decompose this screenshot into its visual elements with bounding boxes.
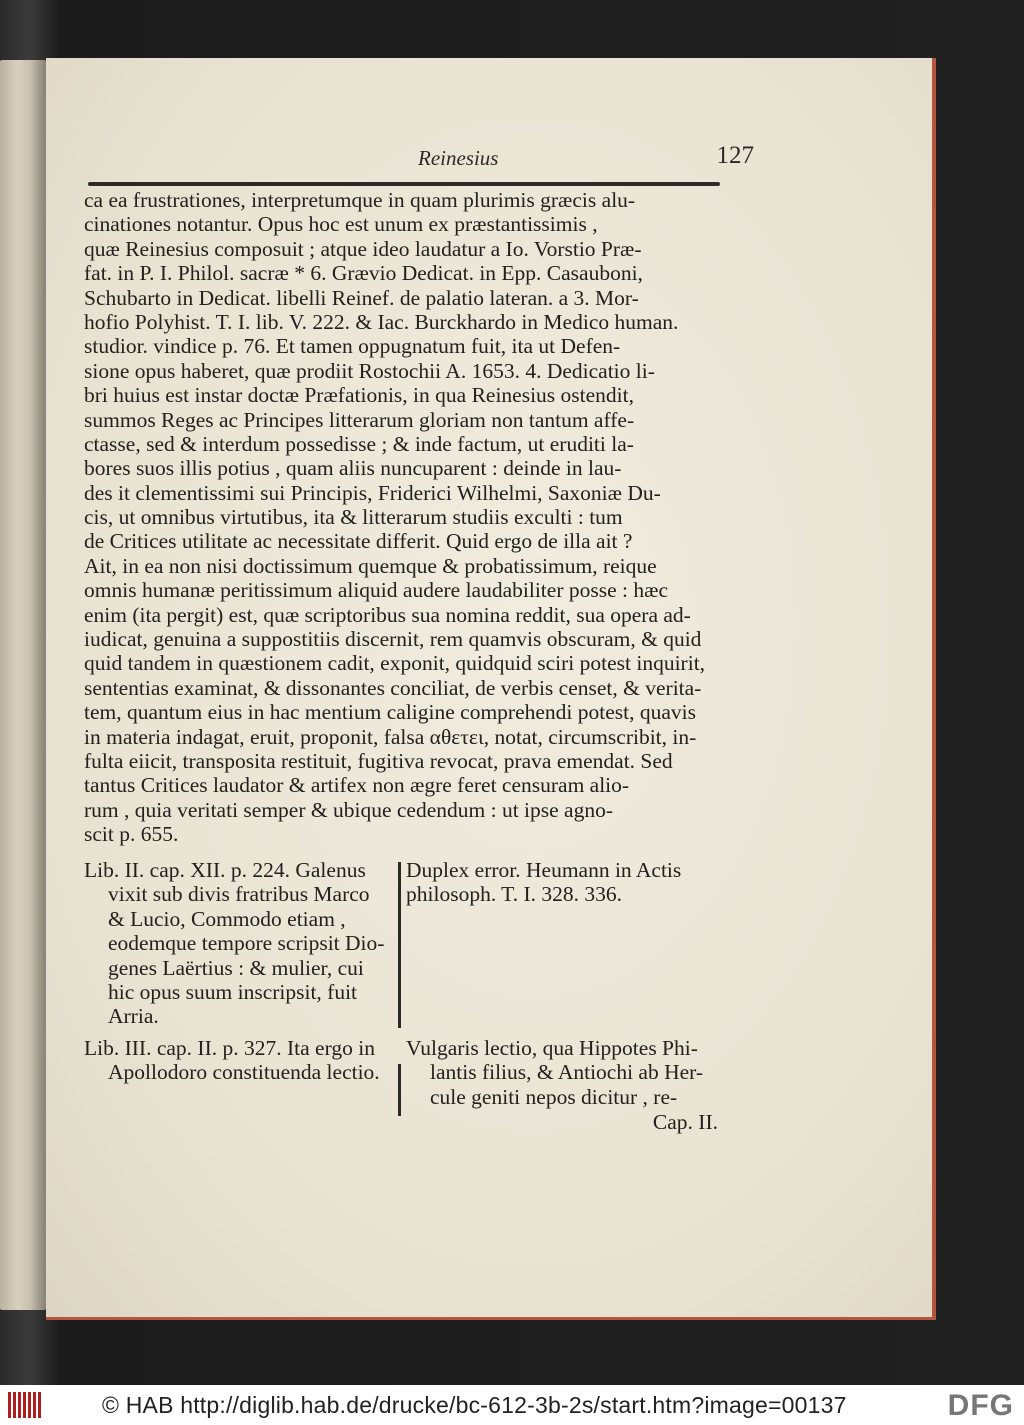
note-line: Duplex error. Heumann in Actis [406,858,682,882]
body-line: studior. vindice p. 76. Et tamen oppugnatum fuit, ita ut Defen- [84,334,621,359]
body-line: tantus Critices laudator & artifex non ægre feret censuram alio- [84,773,630,798]
body-line: fulta eiicit, transposita restituit, fugitiva revocat, prava emendat. Sed [84,748,673,773]
body-line: scit p. 655. [84,822,179,847]
body-line: ctasse, sed & interdum possedisse ; & inde factum, ut eruditi la- [84,431,634,456]
body-line: tem, quantum eius in hac mentium caligine comprehendi potest, quavis [84,700,697,725]
body-line: cis, ut omnibus virtutibus, ita & litterarum studiis exculti : tum [84,505,623,530]
body-line: bri huius est instar doctæ Præfationis, in qua Reinesius ostendit, [84,383,635,408]
note-line: lantis filius, & Antiochi ab Her- [430,1060,704,1085]
dfg-logo: DFG [947,1389,1014,1422]
body-line: rum , quia veritati semper & ubique cedendum : ut ipse agno- [84,797,613,822]
page-number: 127 [716,142,754,169]
body-line: cinationes notantur. Opus hoc est unum ex præstantissimis , [84,212,598,237]
body-line: quid tandem in quæstionem cadit, exponit, quidquid sciri potest inquirit, [84,651,706,676]
catchword: Cap. II. [652,1110,718,1134]
note2-left [84,1036,400,1085]
book-spine [0,60,46,1310]
note-line: Vulgaris lectio, qua Hippotes Phi- [406,1036,698,1060]
note-line: genes Laërtius : & mulier, cui [108,955,364,980]
body-line: Schubarto in Dedicat. libelli Reinef. de palatio lateran. a 3. Mor- [84,285,639,310]
note2-right [406,1036,724,1109]
body-line: hofio Polyhist. T. I. lib. V. 222. & Iac. Burckhardo in Medico human. [84,309,679,334]
note-line: cule geniti nepos dicitur , re- [430,1084,678,1109]
note1-right [406,858,724,907]
note-line: Arria. [108,1004,159,1029]
running-head-title: Reinesius [418,146,499,170]
body-line: des it clementissimi sui Principis, Friderici Wilhelmi, Saxoniæ Du- [84,480,661,505]
note-line: philosoph. T. I. 328. 336. [406,882,622,907]
book-page [46,58,936,1320]
body-text [84,188,720,847]
barcode-icon [8,1392,42,1418]
footer-url[interactable]: © HAB http://diglib.hab.de/drucke/bc-612-3b-2s/start.htm?image=00137 [102,1391,847,1418]
note-line: eodemque tempore scripsit Dio- [108,931,385,956]
body-line: quæ Reinesius composuit ; atque ideo laudatur a Io. Vorstio Præ- [84,236,642,261]
note-line: Lib. III. cap. II. p. 327. Ita ergo in [84,1036,375,1060]
body-line: fat. in P. I. Philol. sacræ * 6. Grævio Dedicat. in Epp. Casauboni, [84,261,643,286]
body-line: enim (ita pergit) est, quæ scriptoribus sua nomina reddit, sua opera ad- [84,602,691,627]
note-line: Apollodoro constituenda lectio. [108,1060,380,1085]
body-line: omnis humanæ peritissimum aliquid audere laudabiliter posse : hæc [84,578,668,603]
running-head [376,140,756,170]
body-line: summos Reges ac Principes litterarum gloriam non tantum affe- [84,407,635,432]
body-line: sione opus haberet, quæ prodiit Rostochii A. 1653. 4. Dedicatio li- [84,358,655,383]
header-rule [88,182,720,186]
note1-left [84,858,400,1029]
body-line: in materia indagat, eruit, proponit, falsa αθετει, notat, circumscribit, in- [84,724,697,749]
note2-divider [398,1064,401,1116]
body-line: bores suos illis potius , quam aliis nuncuparent : deinde in lau- [84,456,622,481]
body-line: de Critices utilitate ac necessitate differit. Quid ergo de illa ait ? [84,529,633,554]
body-line: iudicat, genuina a suppostitiis discernit, rem quamvis obscuram, & quid [84,627,702,652]
note-line: & Lucio, Commodo etiam , [108,906,346,931]
footer-bar [0,1385,1024,1425]
body-line: Ait, in ea non nisi doctissimum quemque & probatissimum, reique [84,553,657,578]
body-line: ca ea frustrationes, interpretumque in quam plurimis græcis alu- [84,188,636,212]
note-line: hic opus suum inscripsit, fuit [108,979,358,1004]
note-line: vixit sub divis fratribus Marco [108,882,370,907]
note1-divider [398,862,401,1028]
body-line: sententias examinat, & dissonantes conciliat, de verbis censet, & verita- [84,675,702,700]
note-line: Lib. II. cap. XII. p. 224. Galenus [84,858,366,882]
